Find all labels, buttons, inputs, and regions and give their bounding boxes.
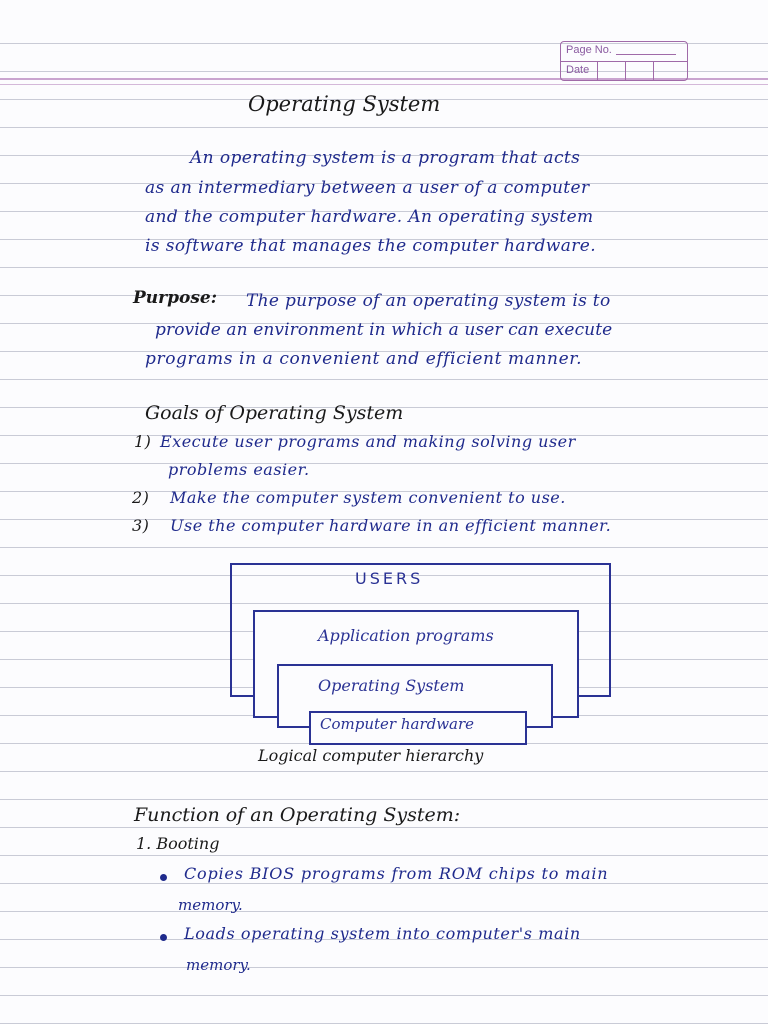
page-title: Operating System (248, 92, 441, 116)
functions-heading: Function of an Operating System: (134, 804, 461, 826)
goal-text: Use the computer hardware in an efficient manner. (170, 516, 612, 535)
application-programs-label: Application programs (318, 626, 494, 645)
header-rule-secondary (0, 84, 768, 85)
goal-number: 2) (132, 488, 150, 507)
computer-hardware-label: Computer hardware (320, 715, 475, 733)
bullet-text: memory. (178, 896, 243, 914)
bullet-dot (160, 874, 167, 881)
purpose-label: Purpose: (133, 288, 217, 308)
operating-system-label: Operating System (318, 676, 465, 695)
bullet-text: Copies BIOS programs from ROM chips to main (184, 864, 609, 883)
page-number-box (560, 41, 688, 81)
goal-number: 3) (132, 516, 150, 535)
purpose-line: The purpose of an operating system is to (246, 291, 611, 311)
date-label: Date (566, 64, 590, 76)
goal-text: Make the computer system convenient to use. (170, 488, 566, 507)
diagram-caption: Logical computer hierarchy (258, 746, 484, 765)
booting-subheading: 1. Booting (136, 834, 220, 853)
bullet-text: Loads operating system into computer's main (184, 924, 581, 943)
goal-text: problems easier. (168, 460, 310, 479)
goal-number: 1) (134, 432, 152, 451)
page-no-label: Page No. (566, 44, 612, 56)
intro-line: and the computer hardware. An operating system (145, 207, 594, 227)
intro-line: An operating system is a program that acts (190, 148, 581, 168)
bullet-text: memory. (186, 956, 251, 974)
goal-text: Execute user programs and making solving user (160, 432, 576, 451)
intro-line: as an intermediary between a user of a computer (145, 178, 590, 198)
users-label: USERS (355, 569, 424, 588)
intro-line: is software that manages the computer hardware. (145, 236, 597, 256)
bullet-dot (160, 934, 167, 941)
goals-heading: Goals of Operating System (145, 402, 404, 424)
purpose-line: programs in a convenient and efficient manner. (145, 349, 583, 369)
purpose-line: provide an environment in which a user can execute (155, 320, 613, 340)
